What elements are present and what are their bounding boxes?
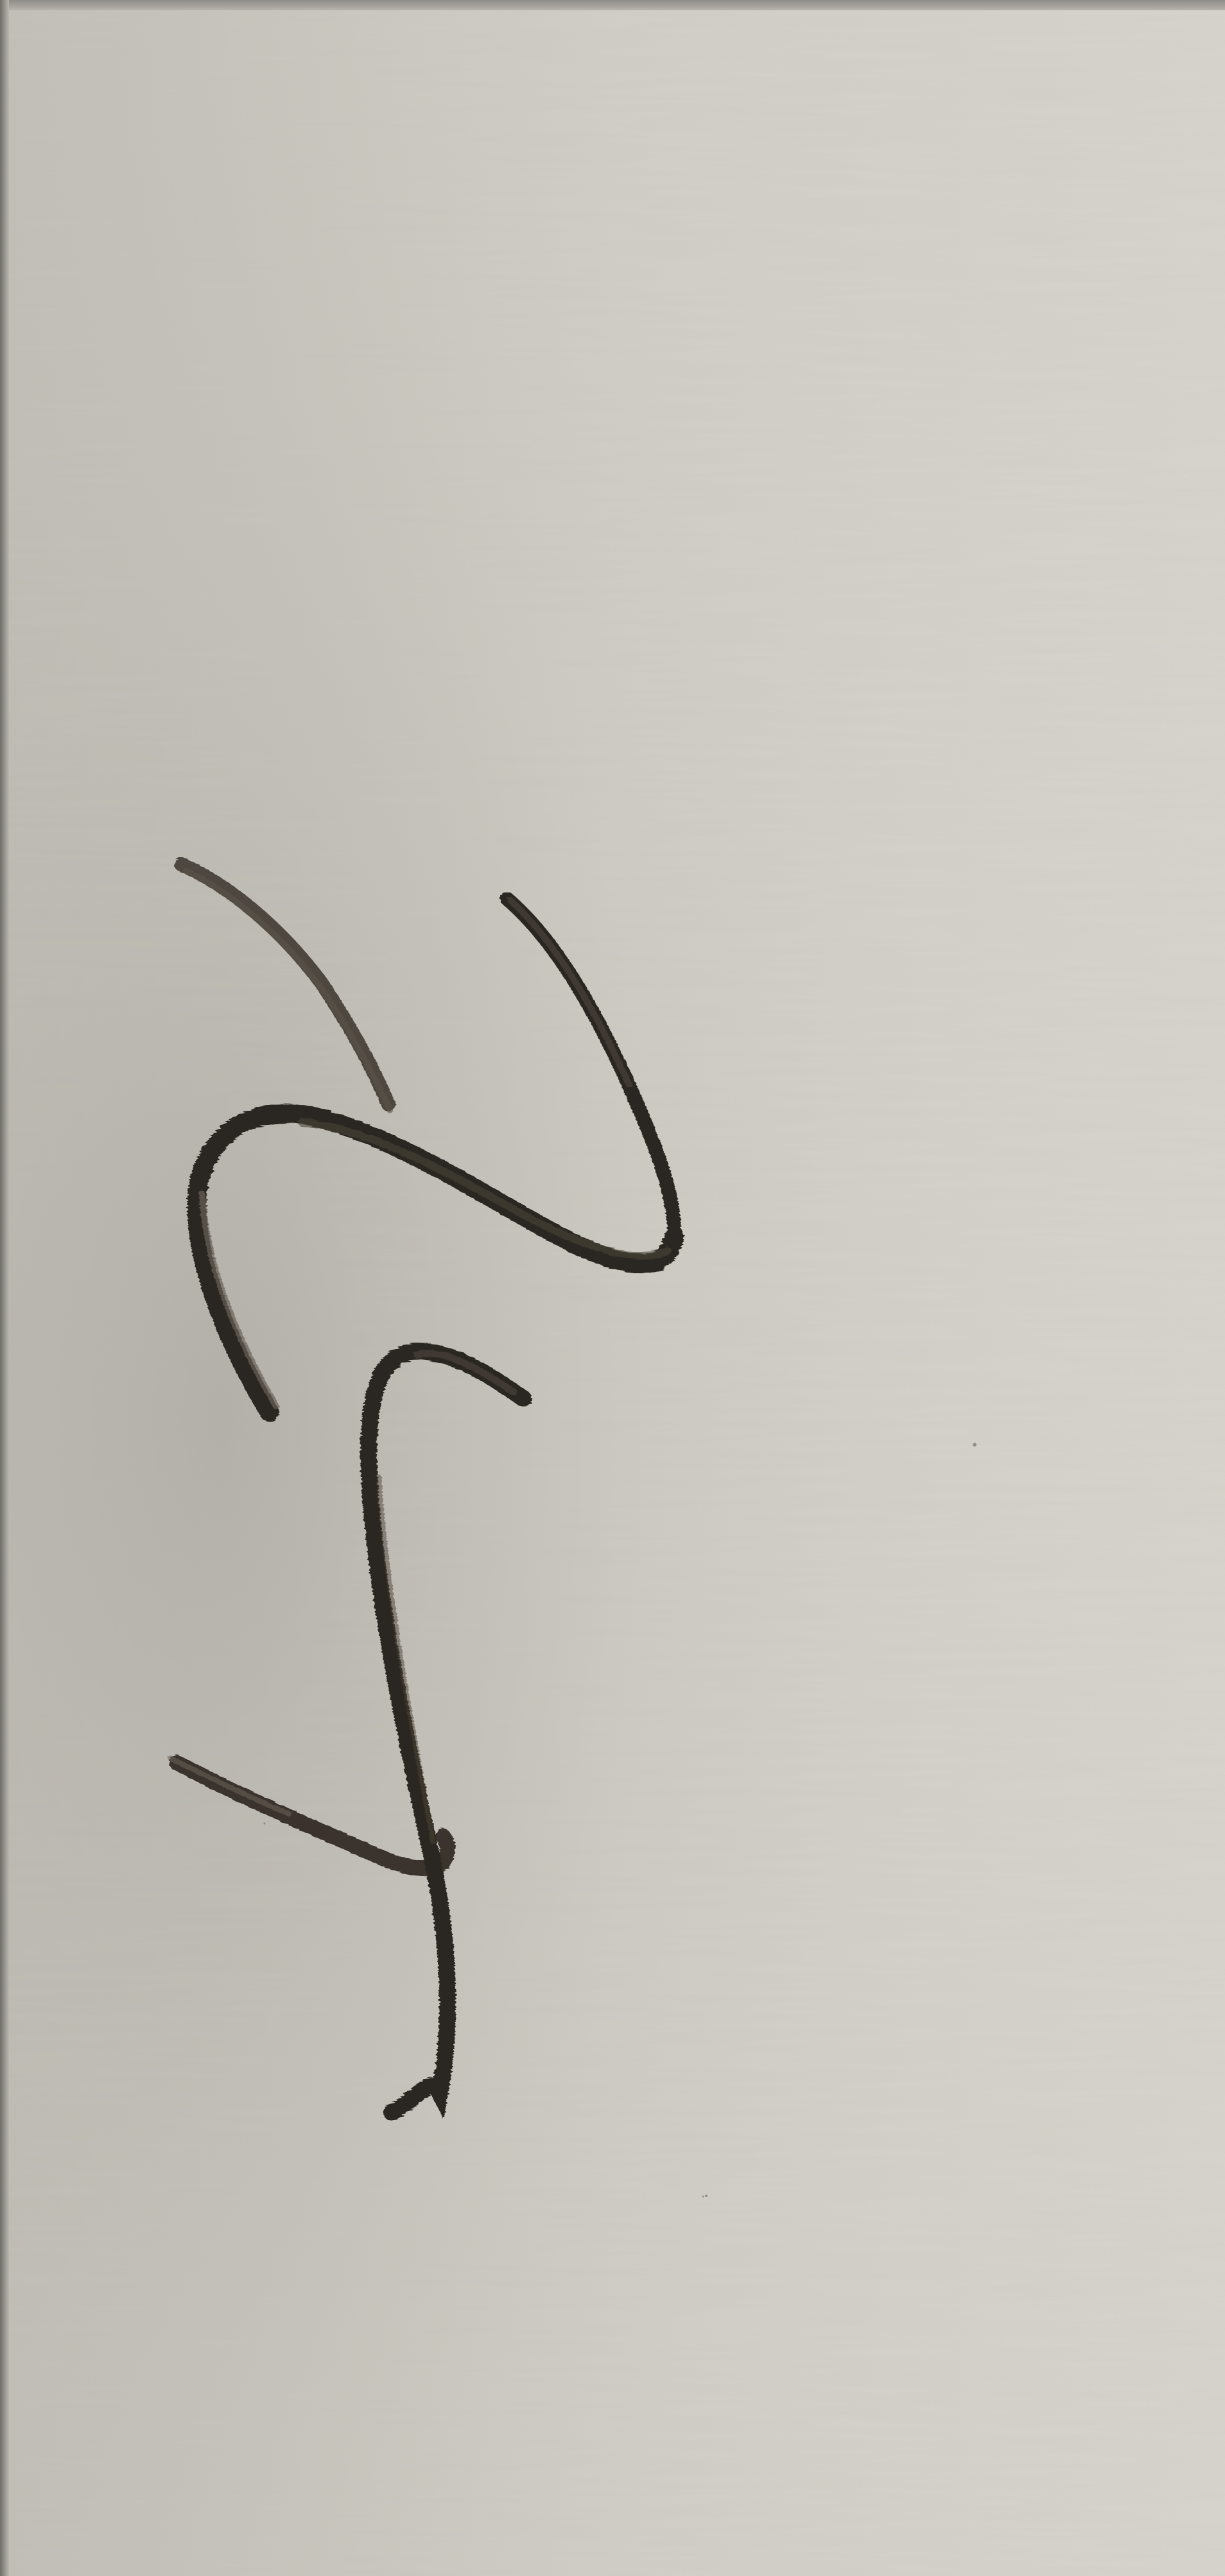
scan-left-edge <box>0 0 9 2576</box>
scan-top-edge <box>0 0 1225 10</box>
